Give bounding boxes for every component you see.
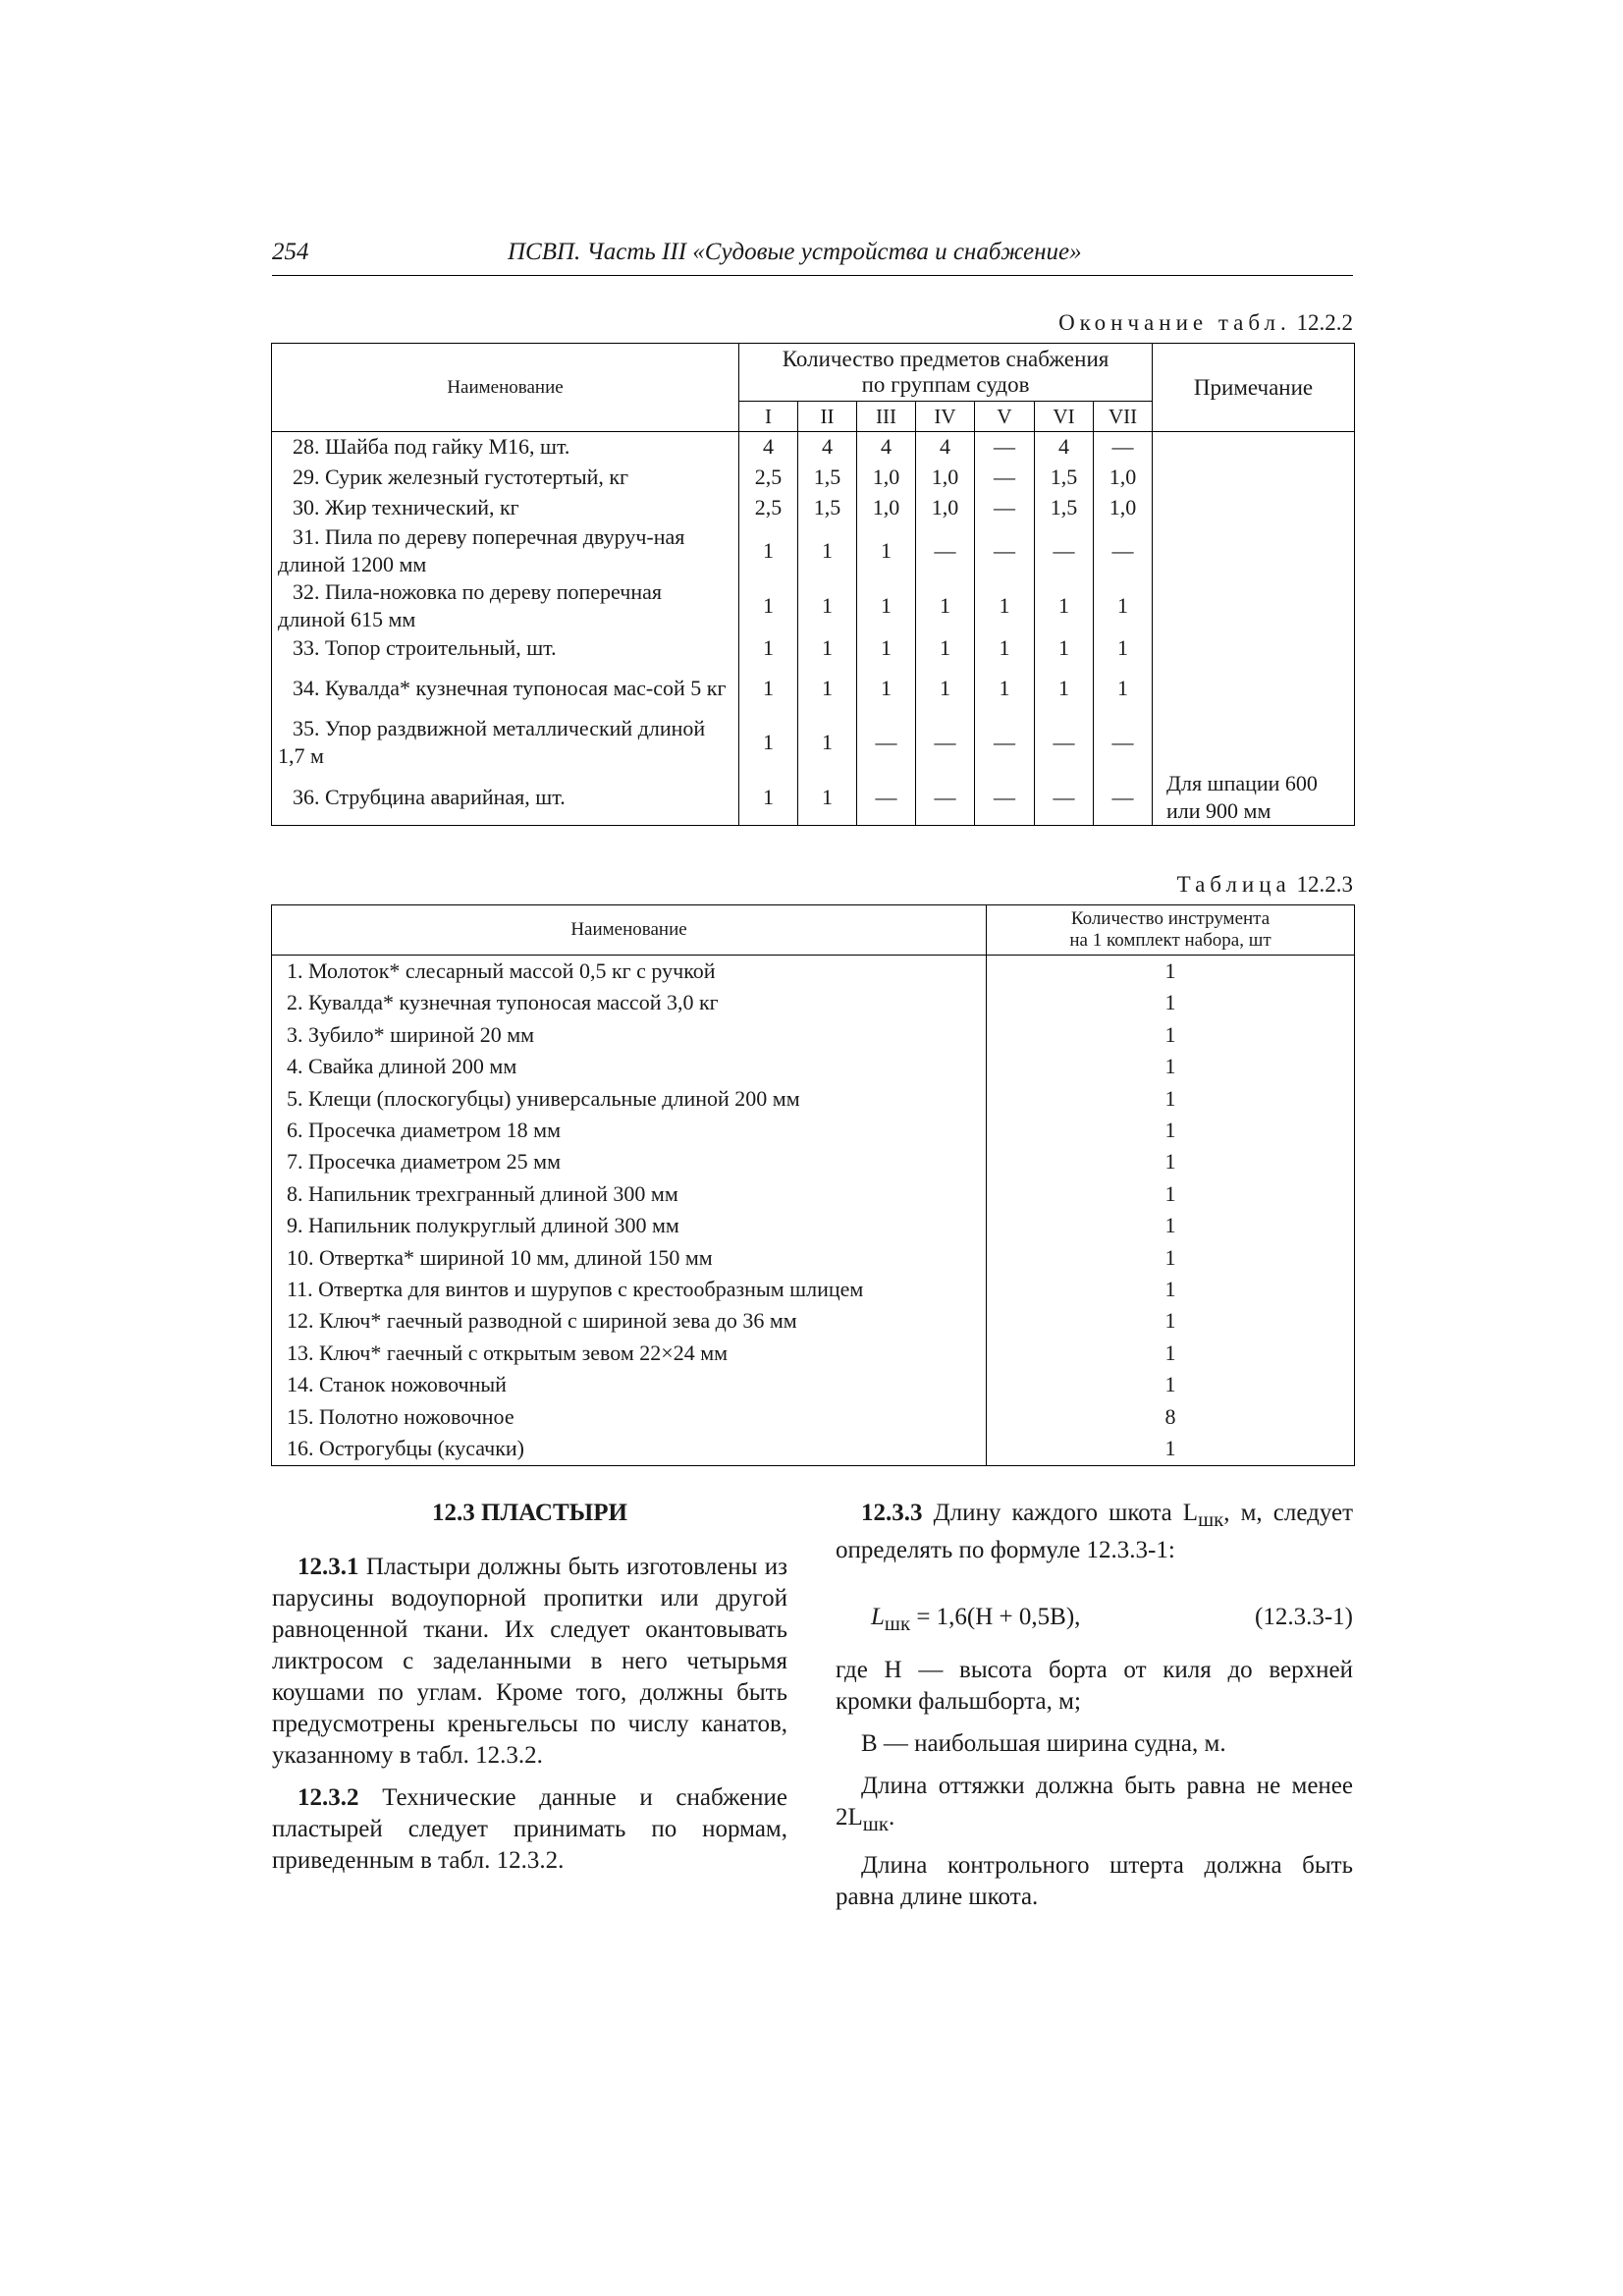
group-value: 1,0 [916,463,975,493]
group-header-4: IV [916,402,975,432]
item-note [1153,493,1355,523]
table-row [272,1115,1355,1146]
item-name: 35. Упор раздвижной металлический длиной 1,7 м [272,715,739,770]
tool-name: 1. Молоток* слесарный массой 0,5 кг с ручкой [272,956,987,988]
group-value: 1,5 [798,493,857,523]
item-note [1153,633,1355,663]
group-value: 1 [975,663,1035,715]
group-header-2: II [798,402,857,432]
table-row [272,493,1355,523]
tools-col-header-qty [987,905,1355,956]
tool-qty: 1 [987,1051,1355,1082]
table-row [272,1019,1355,1051]
tool-name: 5. Клещи (плоскогубцы) универсальные длиной 200 мм [272,1083,987,1115]
table-row [272,1369,1355,1400]
b-definition: B — наибольшая ширина судна, м. [861,1730,1226,1757]
tool-qty: 1 [987,1338,1355,1369]
section-title: 12.3 ПЛАСТЫРИ [432,1500,627,1526]
table-row [272,1274,1355,1305]
right-column [836,1498,1353,1924]
paragraph-12-3-1: 12.3.1 Пластыри должны быть изготовлены из парусины водоупорной пропитки или другой равноценной ткани. Их следует окантовывать ликтросом с заделанными в него четырьмя коушами по углам. Кроме того, должны быть предусмотрены креньгельсы по числу канатов, указанному в табл. 12.3.2. [272,1554,788,1769]
table-row [272,1305,1355,1337]
group-value: 1,0 [1094,493,1153,523]
formula-expression: $L_{шк} = 1,6(H + 0,5B)$, [871,1604,1081,1635]
tool-qty: 8 [987,1401,1355,1433]
group-value: — [1035,715,1094,770]
table-row [272,633,1355,663]
qty-header-line2: на 1 комплект набора, шт [1069,930,1271,951]
item-note [1153,463,1355,493]
table-row [272,663,1355,715]
group-value: 2,5 [739,493,798,523]
table-row [272,956,1355,988]
group-value: 1 [1035,633,1094,663]
item-name: 29. Сурик железный густотертый, кг [272,463,739,493]
paragraph-number: 12.3.1 [298,1554,359,1580]
group-value: 1 [1094,633,1153,663]
group-value: 1 [739,770,798,826]
table-row [272,463,1355,493]
group-value: — [975,523,1035,578]
table-row [272,715,1355,770]
tool-qty: 1 [987,956,1355,988]
group-value: — [975,463,1035,493]
group-header-1: I [739,402,798,432]
group-value: 1 [975,578,1035,633]
group-value: — [1094,715,1153,770]
group-header-3: III [857,402,916,432]
item-note [1153,578,1355,633]
col-header-name: Наименование [272,344,739,432]
group-value: 1 [916,578,975,633]
tool-name: 12. Ключ* гаечный разводной с шириной зева до 36 мм [272,1305,987,1337]
group-value: 1 [975,633,1035,663]
group-value: 1,5 [798,463,857,493]
group-value: 4 [739,432,798,463]
group-value: — [975,432,1035,463]
table1-caption [1058,310,1353,336]
group-value: — [975,770,1035,826]
group-value: 4 [916,432,975,463]
item-note [1153,523,1355,578]
group-value: 1,5 [1035,463,1094,493]
tool-qty: 1 [987,1019,1355,1051]
group-value: 1 [857,663,916,715]
paragraph-12-3-2: 12.3.2 Технические данные и снабжение пластырей следует принимать по нормам, приведенным в табл. 12.3.2. [272,1784,787,1874]
tool-name: 7. Просечка диаметром 25 мм [272,1146,987,1177]
group-value: 1 [739,523,798,578]
group-value: — [1094,432,1153,463]
tool-name: 2. Кувалда* кузнечная тупоносая массой 3,0 кг [272,987,987,1018]
table-row [272,1051,1355,1082]
item-name: 32. Пила-ножовка по дереву поперечная длиной 615 мм [272,578,739,633]
group-value: 1 [798,633,857,663]
item-name: 30. Жир технический, кг [272,493,739,523]
table2-caption-ref: 12.2.3 [1296,872,1353,897]
group-value: 1 [739,633,798,663]
table-row [272,1083,1355,1115]
tool-qty: 1 [987,1433,1355,1465]
tool-name: 3. Зубило* шириной 20 мм [272,1019,987,1051]
tool-name: 6. Просечка диаметром 18 мм [272,1115,987,1146]
tool-qty: 1 [987,1242,1355,1274]
group-value: — [1094,770,1153,826]
tools-table [271,904,1355,1466]
tool-qty: 1 [987,1146,1355,1177]
col-header-quantity [739,344,1153,402]
table2-caption-word: Таблица [1176,872,1291,897]
paragraph-12-3-3: 12.3.3 Длину каждого шкота $L_{шк}$, м, следует определять по формуле 12.3.3-1: [836,1500,1354,1563]
item-note [1153,432,1355,463]
item-name: 34. Кувалда* кузнечная тупоносая мас-сой 5 кг [272,663,739,715]
item-name: 36. Струбцина аварийная, шт. [272,770,739,826]
group-value: — [916,770,975,826]
formula-number: (12.3.3-1) [1255,1604,1353,1630]
tool-qty: 1 [987,1305,1355,1337]
group-value: 1 [857,633,916,663]
table-row [272,578,1355,633]
group-value: — [857,715,916,770]
group-value: 4 [1035,432,1094,463]
group-value: 1 [1035,578,1094,633]
group-value: 1 [916,633,975,663]
tool-name: 14. Станок ножовочный [272,1369,987,1400]
paragraph-number: 12.3.3 [861,1500,923,1526]
where-text: где H — высота борта от киля до верхней кромки фальшборта, м; [836,1657,1353,1715]
tool-name: 10. Отвертка* шириной 10 мм, длиной 150 мм [272,1242,987,1274]
tool-qty: 1 [987,1115,1355,1146]
group-value: — [857,770,916,826]
group-value: — [975,715,1035,770]
left-column [272,1498,787,1887]
table-row [272,770,1355,826]
group-header-6: VI [1035,402,1094,432]
item-note: Для шпации 600 или 900 мм [1153,770,1355,826]
guy-length-text: Длина оттяжки должна быть равна не менее $2L_{шк}$. [836,1773,1353,1835]
tool-name: 15. Полотно ножовочное [272,1401,987,1433]
tool-name: 16. Острогубцы (кусачки) [272,1433,987,1465]
table1-caption-ref: 12.2.2 [1296,310,1353,335]
group-value: 1 [1094,578,1153,633]
group-value: 1 [739,715,798,770]
group-value: 1,0 [857,493,916,523]
group-value: — [1035,523,1094,578]
table-row [272,1210,1355,1241]
paragraph-number: 12.3.2 [298,1784,359,1811]
tool-qty: 1 [987,1274,1355,1305]
quantity-header-line1: Количество предметов снабжения [782,347,1109,371]
group-value: — [916,523,975,578]
group-value: — [975,493,1035,523]
tool-name: 9. Напильник полукруглый длиной 300 мм [272,1210,987,1241]
table-row [272,1178,1355,1210]
table-row [272,1401,1355,1433]
group-value: 1 [916,663,975,715]
group-value: 1 [857,578,916,633]
group-value: 1,0 [1094,463,1153,493]
group-value: 4 [857,432,916,463]
group-value: 1 [1094,663,1153,715]
group-value: 1,0 [857,463,916,493]
group-value: 1 [798,663,857,715]
group-value: 1 [798,770,857,826]
tool-qty: 1 [987,987,1355,1018]
group-value: 1 [857,523,916,578]
page-number: 254 [272,239,309,265]
table-row [272,523,1355,578]
item-name: 33. Топор строительный, шт. [272,633,739,663]
group-value: 1 [798,715,857,770]
group-value: 1 [739,663,798,715]
group-value: 1 [1035,663,1094,715]
table2-caption [1177,872,1353,898]
page-header [272,236,1353,276]
table-row [272,987,1355,1018]
group-value: — [916,715,975,770]
group-value: 1,0 [916,493,975,523]
item-name: 31. Пила по дереву поперечная двуруч-ная длиной 1200 мм [272,523,739,578]
tools-col-header-name: Наименование [272,905,987,956]
tool-name: 13. Ключ* гаечный с открытым зевом 22×24 мм [272,1338,987,1369]
group-header-7: VII [1094,402,1153,432]
table1-caption-word: Окончание табл. [1058,310,1291,335]
qty-header-line1: Количество инструмента [1070,908,1271,929]
group-value: 1 [739,578,798,633]
group-value: — [1035,770,1094,826]
group-value: — [1094,523,1153,578]
table-row [272,1146,1355,1177]
table-row [272,1338,1355,1369]
table-row [272,1242,1355,1274]
group-value: 1,5 [1035,493,1094,523]
table-row [272,432,1355,463]
group-value: 1 [798,523,857,578]
table-row [272,1433,1355,1465]
tool-name: 4. Свайка длиной 200 мм [272,1051,987,1082]
running-title: ПСВП. Часть III «Судовые устройства и снабжение» [508,239,1082,265]
tool-qty: 1 [987,1210,1355,1241]
tool-name: 11. Отвертка для винтов и шурупов с крестообразным шлицем [272,1274,987,1305]
col-header-note: Примечание [1153,344,1355,432]
tool-qty: 1 [987,1178,1355,1210]
item-note [1153,663,1355,715]
item-note [1153,715,1355,770]
tool-qty: 1 [987,1083,1355,1115]
group-header-5: V [975,402,1035,432]
item-name: 28. Шайба под гайку М16, шт. [272,432,739,463]
control-line-text: Длина контрольного штерта должна быть равна длине шкота. [836,1852,1353,1910]
supply-table-continuation [271,343,1355,826]
group-value: 2,5 [739,463,798,493]
quantity-header-line2: по группам судов [861,372,1030,397]
tool-qty: 1 [987,1369,1355,1400]
group-value: 1 [798,578,857,633]
tool-name: 8. Напильник трехгранный длиной 300 мм [272,1178,987,1210]
group-value: 4 [798,432,857,463]
formula-12-3-3-1 [836,1602,1353,1633]
